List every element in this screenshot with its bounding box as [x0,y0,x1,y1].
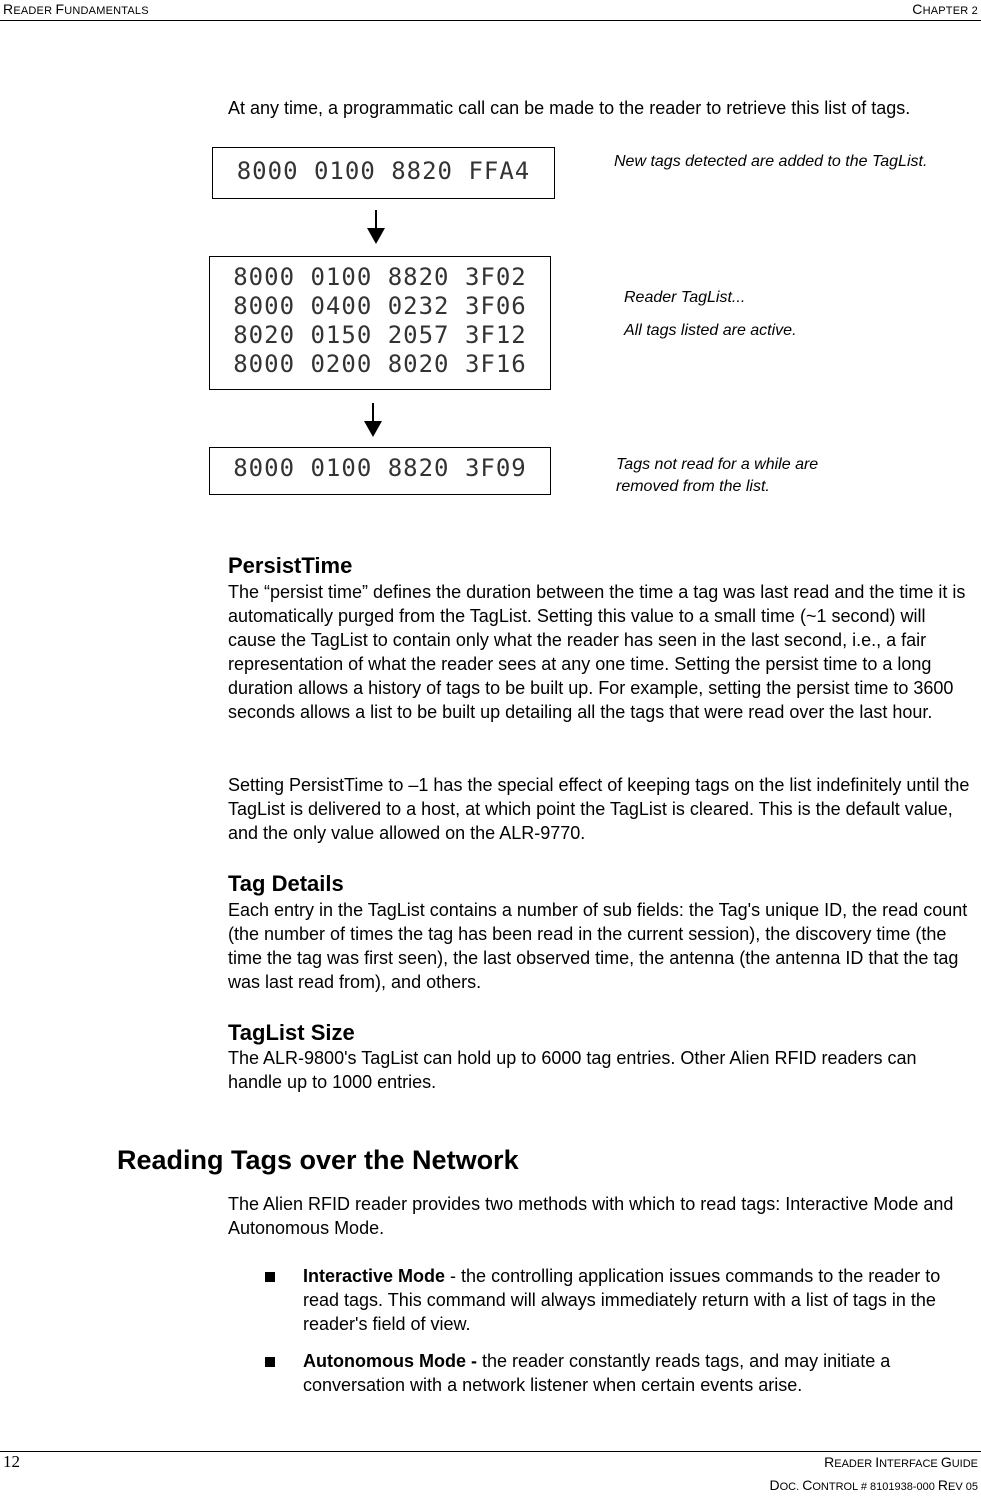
tag-details-heading: Tag Details [228,871,344,896]
bullet-text: Autonomous Mode - the reader constantly reads tags, and may initiate a conversation with a network listener when certain events arise. [303,1351,891,1395]
tag-entry: 8020 0150 2057 3F12 [233,321,527,349]
running-header-right: CHAPTER 2 [912,1,978,17]
section-heading: Reading Tags over the Network [117,1145,519,1175]
running-header-left: READER FUNDAMENTALS [3,1,149,17]
taglist-size-heading: TagList Size [228,1020,355,1045]
network-paragraph: The Alien RFID reader provides two methods with which to read tags: Interactive Mode and Autonomous Mode. [228,1194,954,1238]
arrow-down-icon [361,403,385,439]
bullet-text: Interactive Mode - the controlling application issues commands to the reader to read tags. This command will always immediately return with a list of tags in the reader's field of view. [303,1266,941,1334]
arrow-down-icon [364,210,388,246]
removed-tag-box [209,447,551,495]
new-tag-note: New tags detected are added to the TagList. [614,153,928,170]
new-tag-id: 8000 0100 8820 FFA4 [236,157,531,185]
bullet-square-icon [265,1357,275,1367]
removed-tag-note: Tags not read for a while are removed from the list. [616,456,819,495]
bullet-interactive-mode [265,1264,975,1336]
footer-right [769,1452,978,1498]
tag-entry: 8000 0200 8020 3F16 [233,350,527,378]
bullet-autonomous-mode [265,1349,975,1397]
persisttime-paragraph-1: The “persist time” defines the duration between the time a tag was last read and the time it is automatically purged from the TagList. Setting this value to a small time (~1 second) will cause the TagList to contain only what the reader has seen in the last second, i.e., a fair representation of what the reader sees at any one time. Setting the persist time to a long duration allows a history of tags to be built up. For example, setting the persist time to 3600 seconds allows a list to be built up detailing all the tags that were read over the last hour. [228,582,966,722]
taglist-note-title: Reader TagList... [624,289,746,306]
persisttime-paragraph-2: Setting PersistTime to –1 has the special effect of keeping tags on the list indefinitely until the TagList is delivered to a host, at which point the TagList is cleared. This is the default value, and the only value allowed on the ALR-9770. [228,775,970,843]
removed-tag-id: 8000 0100 8820 3F09 [233,454,527,482]
page-number: 12 [3,1452,20,1471]
intro-paragraph: At any time, a programmatic call can be made to the reader to retrieve this list of tags. [228,98,911,118]
bullet-square-icon [265,1272,275,1282]
taglist-size-paragraph: The ALR-9800's TagList can hold up to 6000 tag entries. Other Alien RFID readers can handle up to 1000 entries. [228,1048,917,1092]
footer-guide-title: READER INTERFACE GUIDE [824,1454,978,1470]
tag-entry: 8000 0400 0232 3F06 [233,292,527,320]
taglist-box [209,256,551,390]
header-rule [0,20,981,21]
footer-doc-control: DOC. CONTROL # 8101938-000 REV 05 [769,1477,978,1493]
tag-details-paragraph: Each entry in the TagList contains a number of sub fields: the Tag's unique ID, the read count (the number of times the tag has been read in the current session), the discovery time (the time the tag was first seen), the last observed time, the antenna (the antenna ID that the tag was last read from), and others. [228,900,968,992]
persisttime-heading: PersistTime [228,553,353,578]
tag-entry: 8000 0100 8820 3F02 [233,263,527,291]
taglist-note-active: All tags listed are active. [624,322,797,339]
new-tag-box [212,147,555,199]
